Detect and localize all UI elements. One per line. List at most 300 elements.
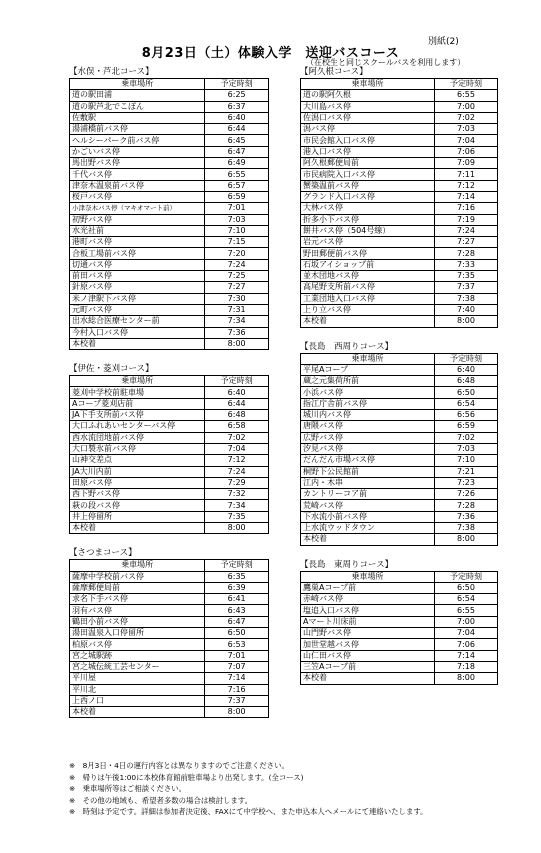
course-table [300,571,498,685]
stop-time: 7:09 [434,158,497,169]
stop-name: 初野バス停 [70,214,205,225]
stop-time: 6:41 [205,594,269,605]
stop-time: 7:02 [434,432,497,443]
course-title: 【水俣・芦北コース】 [69,67,154,77]
stop-time: 6:48 [434,376,497,387]
table-header-row [301,353,498,364]
table-row [70,594,269,605]
stop-time: 6:47 [205,616,269,627]
stop-time: 7:14 [434,650,497,661]
course-table [300,353,498,546]
table-row [301,650,498,661]
table-row [301,387,498,398]
table-row [301,455,498,466]
stop-name: 市民病院入口バス停 [301,169,435,180]
stop-time: 7:28 [434,248,497,259]
stop-time: 6:48 [205,410,269,421]
stop-name: 井上停留所 [70,511,205,522]
time-header: 予定時刻 [434,571,497,582]
stop-time: 6:50 [434,387,497,398]
stop-name: 三笠Aコープ前 [301,661,435,672]
stop-time: 7:00 [434,616,497,627]
place-header: 乗車場所 [70,79,205,90]
table-row [301,271,498,282]
table-row [70,214,269,225]
course-title: 【伊佐・菱刈コース】 [69,364,154,375]
stop-time: 6:55 [434,90,497,101]
stop-name: かごいバス停 [70,146,205,157]
stop-name: カントリーコア前 [301,489,435,500]
stop-name: 江内・木串 [301,477,435,488]
table-row [301,304,498,315]
table-header-row [70,376,269,387]
table-row [70,225,269,236]
table-row [70,695,269,706]
stop-time: 6:44 [205,398,269,409]
course-title: 【長島 東周りコース】 [300,559,394,570]
stop-time: 6:50 [205,628,269,639]
stop-time: 7:24 [205,259,269,270]
stop-time: 7:01 [205,650,269,661]
table-row [70,410,269,421]
table-row [70,673,269,684]
stop-name: JA下手支所前バス停 [70,410,205,421]
table-row [70,304,269,315]
table-header-row [70,560,269,571]
stop-time: 8:00 [434,673,497,684]
stop-name: 鶴田小前バス停 [70,616,205,627]
stop-name: 高尾野支所前バス停 [301,282,435,293]
table-row [70,191,269,202]
course-satsuma [69,548,269,718]
stop-name: 上り立バス停 [301,304,435,315]
table-row [301,432,498,443]
table-row [301,112,498,123]
stop-name: 蔵之元集荷所前 [301,376,435,387]
stop-time: 7:21 [434,466,497,477]
note-item: ※ 乗車場所等はご相談ください。 [69,784,187,793]
stop-time: 7:27 [434,237,497,248]
stop-time: 8:00 [205,522,269,533]
table-row [70,455,269,466]
stop-name: ヘルシーパーク前バス停 [70,135,205,146]
table-row [301,522,498,533]
table-row [70,387,269,398]
stop-name: 平川北 [70,684,205,695]
place-header: 乗車場所 [301,353,435,364]
stop-time: 6:56 [434,410,497,421]
stop-time: 7:15 [205,237,269,248]
stop-time: 7:16 [205,684,269,695]
stop-name: 上西ノ口 [70,695,205,706]
table-row [70,101,269,112]
table-row [301,466,498,477]
stop-name: 餅井バス停（504号線） [301,225,435,236]
table-row [301,237,498,248]
stop-time: 7:04 [205,443,269,454]
stop-name: 道の駅阿久根 [301,90,435,101]
stop-time: 7:06 [434,639,497,650]
stop-name: 田原バス停 [70,477,205,488]
table-row [70,180,269,191]
table-row [301,628,498,639]
stop-time: 7:31 [205,304,269,315]
table-row [301,443,498,454]
table-row [70,684,269,695]
stop-name: 唐隈バス停 [301,421,435,432]
stop-time: 7:32 [205,489,269,500]
stop-name: 並木団地バス停 [301,271,435,282]
stop-time: 7:27 [205,282,269,293]
table-row [70,466,269,477]
course-title: 【さつまコース】 [69,548,137,559]
table-row [70,489,269,500]
stop-name: だんだん市場バス停 [301,455,435,466]
table-row [70,616,269,627]
stop-name: 蟹築温前バス停 [301,180,435,191]
note-item: ※ 時刻は予定です。詳細は参加者決定後、FAXにて中学校へ、また申込本人へメールにて連絡いたします。 [69,807,428,816]
stop-time: 7:24 [205,466,269,477]
stop-name: 道の駅芦北でこぽん [70,101,205,112]
table-row [301,158,498,169]
stop-time: 6:35 [205,571,269,582]
stop-name: 大林バス停 [301,203,435,214]
stop-time: 7:04 [434,628,497,639]
stop-name: 加世堂越バス停 [301,639,435,650]
table-row [301,410,498,421]
stop-name: 本校着 [301,316,435,327]
stop-time: 7:33 [434,259,497,270]
table-row [301,316,498,327]
stop-name: 本校着 [301,673,435,684]
stop-time: 6:43 [205,605,269,616]
stop-name: 鷹巣Aコープ前 [301,582,435,593]
table-row [70,443,269,454]
table-row [70,582,269,593]
stop-name: 馬出野バス停 [70,158,205,169]
stop-name: 野田郵便前バス停 [301,248,435,259]
stop-time: 7:35 [205,511,269,522]
stop-name: 小津奈木バス停（マキオマート前） [70,203,205,214]
stop-name: 元町バス停 [70,304,205,315]
time-header: 予定時刻 [434,79,497,90]
stop-time: 7:18 [434,661,497,672]
stop-time: 7:12 [434,180,497,191]
stop-name: 大口ふれあいセンターバス停 [70,421,205,432]
stop-name: 岩元バス停 [301,237,435,248]
stop-name: 佐潟口バス停 [301,112,435,123]
table-row [70,316,269,327]
table-row [301,203,498,214]
table-row [301,534,498,545]
note-item: ※ その他の地域も、希望者多数の場合は検討します。 [69,795,252,805]
notes [69,760,509,818]
table-row [301,500,498,511]
stop-time: 7:23 [434,477,497,488]
stop-time: 6:44 [205,124,269,135]
stop-name: 羽有バス停 [70,605,205,616]
stop-name: 荒崎バス停 [301,500,435,511]
stop-time: 7:02 [434,112,497,123]
table-row [301,605,498,616]
page-title: 8月23日（土）体験入学 送迎バスコース [141,46,400,61]
stop-time: 7:02 [205,432,269,443]
table-row [70,158,269,169]
stop-time: 7:11 [434,169,497,180]
course-nagashima-east [300,560,498,685]
stop-name: グランド入口バス停 [301,191,435,202]
table-row [70,398,269,409]
stop-name: 薩摩中学校前バス停 [70,571,205,582]
note-item: ※ 帰りは午後1:00に本校体育館前駐車場より出発します。(全コース) [69,772,304,782]
stop-name: 切通バス停 [70,259,205,270]
stop-name: 赤崎バス停 [301,594,435,605]
table-row [301,135,498,146]
table-row [301,191,498,202]
table-row [301,673,498,684]
table-row [70,571,269,582]
table-row [70,639,269,650]
stop-name: 萩の段バス停 [70,500,205,511]
table-row [70,248,269,259]
stop-name: JA大川内前 [70,466,205,477]
stop-name: 港入口バス停 [301,146,435,157]
table-row [70,661,269,672]
table-row [301,616,498,627]
stop-name: 折多小下バス停 [301,214,435,225]
table-row [70,169,269,180]
stop-name: 平川屋 [70,673,205,684]
stop-time: 6:58 [205,421,269,432]
stop-name: 下水流小前バス停 [301,511,435,522]
stop-time: 6:54 [434,594,497,605]
stop-name: 湯浦橋前バス停 [70,124,205,135]
course-title: 【阿久根コース】 [300,67,368,77]
stop-time: 7:04 [434,135,497,146]
table-row [301,101,498,112]
stop-name: 大口製氷前バス停 [70,443,205,454]
stop-name: 潟バス停 [301,124,435,135]
stop-time: 7:40 [434,304,497,315]
course-table [300,78,498,328]
table-row [70,146,269,157]
stop-time: 8:00 [434,316,497,327]
table-header-row [70,79,269,90]
stop-name: 工業団地入口バス停 [301,293,435,304]
time-header: 予定時刻 [205,560,269,571]
stop-name: Aマート川床前 [301,616,435,627]
table-row [301,364,498,375]
stop-name: 前田バス停 [70,271,205,282]
stop-time: 6:59 [434,421,497,432]
table-row [70,124,269,135]
course-mizumata [69,67,269,350]
stop-name: 合板工場前バス停 [70,248,205,259]
stop-name: 今村入口バス停 [70,327,205,338]
stop-time: 6:54 [434,398,497,409]
course-nagashima-west [300,342,498,546]
stop-time: 7:06 [434,146,497,157]
page-subtitle: （在校生と同じスクールバスを利用します） [306,58,466,67]
table-row [301,180,498,191]
stop-name: Aコープ菱刈店前 [70,398,205,409]
course-table [69,78,269,350]
stop-name: 桜戸バス停 [70,191,205,202]
table-row [70,203,269,214]
stop-name: 石坂アイショップ前 [301,259,435,270]
course-table [69,559,269,718]
stop-time: 7:36 [205,327,269,338]
stop-name: 宮之城伝統工芸センター [70,661,205,672]
table-row [301,477,498,488]
stop-name: 本校着 [70,522,205,533]
stop-time: 8:00 [205,338,269,349]
stop-name: 本校着 [70,338,205,349]
stop-time: 7:28 [434,500,497,511]
table-row [70,135,269,146]
table-row [70,650,269,661]
stop-name: 湯田温泉入口停留所 [70,628,205,639]
stop-name: 山仁田バス停 [301,650,435,661]
stop-time: 7:14 [205,673,269,684]
stop-name: 米ノ津駅下バス停 [70,293,205,304]
stop-name: 千代バス停 [70,169,205,180]
table-row [70,500,269,511]
stop-time: 7:37 [205,695,269,706]
stop-name: 山門野バス停 [301,628,435,639]
table-row [301,511,498,522]
stop-time: 7:12 [205,455,269,466]
stop-time: 7:25 [205,271,269,282]
table-row [70,522,269,533]
place-header: 乗車場所 [70,560,205,571]
stop-time: 7:16 [434,203,497,214]
stop-time: 7:03 [205,214,269,225]
stop-time: 7:36 [434,511,497,522]
table-row [301,146,498,157]
attachment-label: 別紙(2) [428,37,459,47]
time-header: 予定時刻 [205,79,269,90]
time-header: 予定時刻 [434,353,497,364]
stop-time: 6:53 [205,639,269,650]
stop-time: 7:01 [205,203,269,214]
table-row [70,271,269,282]
stop-name: 求名下手バス停 [70,594,205,605]
stop-time: 6:39 [205,582,269,593]
table-row [70,327,269,338]
stop-time: 6:40 [434,364,497,375]
course-akune [300,67,498,328]
table-row [70,282,269,293]
stop-name: 汐見バス停 [301,443,435,454]
table-row [301,661,498,672]
left-column [69,67,269,732]
table-row [301,639,498,650]
note-item: ※ 8月3日・4日の運行内容とは異なりますのでご注意ください。 [69,761,289,770]
stop-name: 本校着 [70,707,205,718]
table-row [70,511,269,522]
stop-name: 針原バス停 [70,282,205,293]
table-row [70,432,269,443]
table-row [70,477,269,488]
stop-name: 平尾Aコープ [301,364,435,375]
stop-name: 大川島バス停 [301,101,435,112]
stop-time: 6:59 [205,191,269,202]
place-header: 乗車場所 [301,571,435,582]
table-row [301,90,498,101]
table-row [301,398,498,409]
course-table [69,375,269,534]
course-isa [69,364,269,534]
stop-name: 城川内バス停 [301,410,435,421]
table-header-row [301,79,498,90]
stop-time: 7:38 [434,293,497,304]
stop-time: 7:10 [205,225,269,236]
table-row [70,338,269,349]
table-row [301,259,498,270]
stop-name: 広野バス停 [301,432,435,443]
table-row [70,293,269,304]
table-row [70,628,269,639]
table-row [70,707,269,718]
stop-time: 7:35 [434,271,497,282]
stop-name: 小浜バス停 [301,387,435,398]
stop-time: 6:50 [434,582,497,593]
stop-name: 西水流団地前バス停 [70,432,205,443]
place-header: 乗車場所 [70,376,205,387]
table-row [301,124,498,135]
stop-time: 6:49 [205,158,269,169]
stop-name: 宮之城駅跡 [70,650,205,661]
stop-name: 港町バス停 [70,237,205,248]
stop-time: 7:24 [434,225,497,236]
stop-time: 7:34 [205,500,269,511]
stop-time: 7:00 [434,101,497,112]
stop-time: 7:26 [434,489,497,500]
stop-time: 7:30 [205,293,269,304]
stop-name: 佐敷駅 [70,112,205,123]
right-column [300,67,498,699]
stop-time: 7:19 [434,214,497,225]
table-row [301,248,498,259]
stop-time: 7:37 [434,282,497,293]
stop-name: 出水総合医療センター前 [70,316,205,327]
stop-time: 6:55 [434,605,497,616]
table-row [301,582,498,593]
stop-time: 7:07 [205,661,269,672]
table-row [301,594,498,605]
stop-time: 8:00 [205,707,269,718]
table-row [70,90,269,101]
stop-time: 7:29 [205,477,269,488]
stop-time: 6:45 [205,135,269,146]
stop-name: 水光社前 [70,225,205,236]
stop-time: 6:25 [205,90,269,101]
stop-name: 阿久根郵便局前 [301,158,435,169]
time-header: 予定時刻 [205,376,269,387]
stop-name: 上水流ウッドタウン [301,522,435,533]
stop-time: 6:40 [205,387,269,398]
stop-name: 津奈木温泉前バス停 [70,180,205,191]
table-header-row [301,571,498,582]
table-row [301,421,498,432]
stop-name: 塩追入口バス停 [301,605,435,616]
stop-name: 本校着 [301,534,435,545]
stop-name: 指江庁舎前バス停 [301,398,435,409]
stop-name: 薩摩郵便局前 [70,582,205,593]
stop-time: 7:14 [434,191,497,202]
table-row [301,282,498,293]
